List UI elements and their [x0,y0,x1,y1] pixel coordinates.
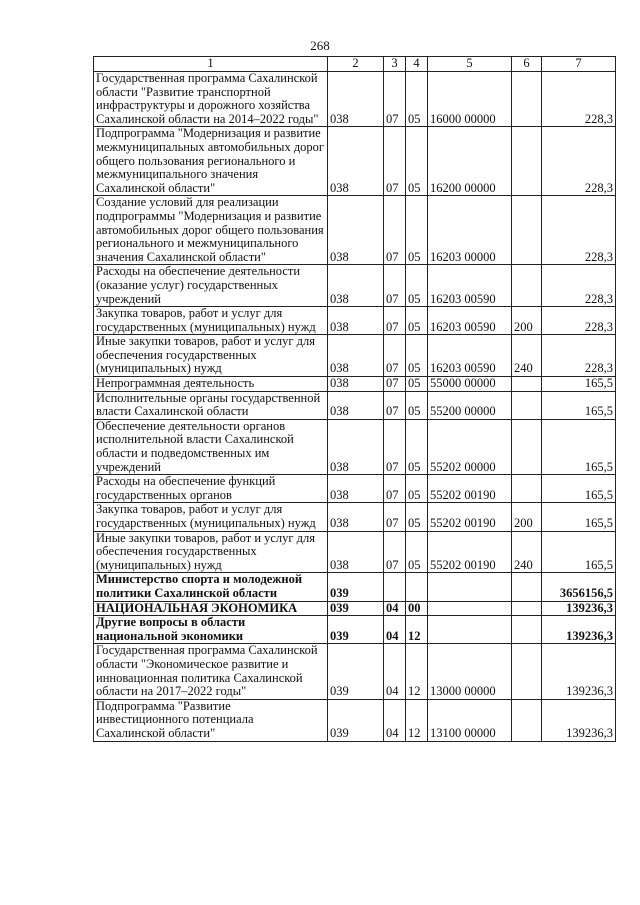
row-amount-cell: 228,3 [542,307,616,335]
row-amount-cell: 165,5 [542,503,616,531]
row-amount-cell: 228,3 [542,196,616,265]
row-code-cell: 039 [328,616,384,644]
row-code-cell: 038 [328,196,384,265]
row-code-cell: 038 [328,127,384,196]
row-target-article-cell: 55202 00190 [428,531,512,573]
row-section-cell: 04 [384,601,406,616]
row-code-cell: 038 [328,475,384,503]
row-section-cell: 07 [384,391,406,419]
table-row [94,616,616,644]
row-subsection-cell: 05 [406,475,428,503]
row-amount-cell: 165,5 [542,419,616,474]
row-section-cell [384,573,406,601]
row-subsection-cell: 05 [406,419,428,474]
row-name-cell: Закупка товаров, работ и услуг для государственных (муниципальных) нужд [94,307,328,335]
row-amount-cell: 165,5 [542,531,616,573]
row-amount-cell: 139236,3 [542,644,616,699]
row-name-cell: Закупка товаров, работ и услуг для государственных (муниципальных) нужд [94,503,328,531]
row-code-cell: 038 [328,377,384,392]
row-expense-type-cell [512,601,542,616]
header-row [94,57,616,72]
row-target-article-cell: 13000 00000 [428,644,512,699]
row-subsection-cell: 12 [406,699,428,741]
row-code-cell: 038 [328,503,384,531]
row-target-article-cell: 55200 00000 [428,391,512,419]
row-target-article-cell: 16203 00590 [428,335,512,377]
table-row [94,573,616,601]
row-expense-type-cell: 200 [512,307,542,335]
row-expense-type-cell [512,573,542,601]
row-code-cell: 038 [328,72,384,127]
row-expense-type-cell [512,377,542,392]
row-name-cell: Государственная программа Сахалинской области "Развитие транспортной инфраструктуры и дорожного хозяйства Сахалинской области на 2014–2022 годы" [94,72,328,127]
row-section-cell: 07 [384,265,406,307]
row-subsection-cell: 05 [406,72,428,127]
table-row [94,377,616,392]
row-section-cell: 07 [384,377,406,392]
row-subsection-cell: 05 [406,531,428,573]
row-section-cell: 07 [384,531,406,573]
table-row [94,335,616,377]
table-row [94,531,616,573]
row-subsection-cell: 05 [406,503,428,531]
row-target-article-cell: 55202 00190 [428,475,512,503]
row-amount-cell: 228,3 [542,335,616,377]
row-amount-cell: 3656156,5 [542,573,616,601]
row-name-cell: Расходы на обеспечение функций государственных органов [94,475,328,503]
row-target-article-cell: 16200 00000 [428,127,512,196]
column-header: 4 [406,57,428,72]
row-code-cell: 039 [328,644,384,699]
page-number: 268 [310,38,330,53]
row-expense-type-cell: 200 [512,503,542,531]
row-subsection-cell: 05 [406,307,428,335]
row-name-cell: НАЦИОНАЛЬНАЯ ЭКОНОМИКА [94,601,328,616]
row-section-cell: 04 [384,699,406,741]
row-section-cell: 07 [384,475,406,503]
row-amount-cell: 165,5 [542,377,616,392]
row-name-cell: Иные закупки товаров, работ и услуг для обеспечения государственных (муниципальных) нужд [94,531,328,573]
row-target-article-cell: 16203 00590 [428,307,512,335]
row-amount-cell: 139236,3 [542,601,616,616]
row-section-cell: 07 [384,72,406,127]
row-amount-cell: 228,3 [542,127,616,196]
column-header: 1 [94,57,328,72]
row-subsection-cell: 05 [406,265,428,307]
row-expense-type-cell [512,616,542,644]
row-expense-type-cell [512,475,542,503]
row-subsection-cell: 05 [406,127,428,196]
row-code-cell: 038 [328,391,384,419]
row-code-cell: 038 [328,265,384,307]
table-row [94,196,616,265]
row-target-article-cell: 16203 00590 [428,265,512,307]
row-code-cell: 038 [328,307,384,335]
row-name-cell: Министерство спорта и молодежной политики Сахалинской области [94,573,328,601]
row-expense-type-cell [512,391,542,419]
row-code-cell: 039 [328,699,384,741]
table-row [94,307,616,335]
row-target-article-cell: 55000 00000 [428,377,512,392]
row-subsection-cell [406,573,428,601]
row-name-cell: Другие вопросы в области национальной экономики [94,616,328,644]
row-target-article-cell: 55202 00190 [428,503,512,531]
row-amount-cell: 165,5 [542,391,616,419]
column-header: 7 [542,57,616,72]
row-section-cell: 04 [384,644,406,699]
row-name-cell: Подпрограмма "Развитие инвестиционного потенциала Сахалинской области" [94,699,328,741]
row-subsection-cell: 05 [406,377,428,392]
row-subsection-cell: 12 [406,616,428,644]
row-section-cell: 07 [384,335,406,377]
row-expense-type-cell [512,265,542,307]
row-code-cell: 038 [328,531,384,573]
table-row [94,72,616,127]
row-target-article-cell [428,573,512,601]
row-code-cell: 039 [328,573,384,601]
table-row [94,503,616,531]
column-header: 5 [428,57,512,72]
table-row [94,601,616,616]
row-name-cell: Создание условий для реализации подпрограммы "Модернизация и развитие автомобильных дорог общего пользования регионального и межмуниципального значения Сахалинской области" [94,196,328,265]
row-amount-cell: 139236,3 [542,699,616,741]
column-header: 3 [384,57,406,72]
row-name-cell: Подпрограмма "Модернизация и развитие межмуниципальных автомобильных дорог общего пользования регионального и межмуниципального значения Сахалинской области" [94,127,328,196]
row-subsection-cell: 05 [406,196,428,265]
table-row [94,644,616,699]
row-expense-type-cell [512,419,542,474]
row-code-cell: 039 [328,601,384,616]
row-expense-type-cell: 240 [512,335,542,377]
row-amount-cell: 228,3 [542,72,616,127]
column-header: 2 [328,57,384,72]
row-subsection-cell: 05 [406,391,428,419]
row-expense-type-cell: 240 [512,531,542,573]
row-name-cell: Исполнительные органы государственной власти Сахалинской области [94,391,328,419]
row-code-cell: 038 [328,419,384,474]
row-name-cell: Расходы на обеспечение деятельности (оказание услуг) государственных учреждений [94,265,328,307]
row-target-article-cell: 16203 00000 [428,196,512,265]
table-row [94,699,616,741]
table-row [94,419,616,474]
column-header: 6 [512,57,542,72]
row-subsection-cell: 00 [406,601,428,616]
row-code-cell: 038 [328,335,384,377]
row-section-cell: 07 [384,503,406,531]
row-amount-cell: 139236,3 [542,616,616,644]
row-expense-type-cell [512,644,542,699]
row-subsection-cell: 12 [406,644,428,699]
table-row [94,127,616,196]
row-subsection-cell: 05 [406,335,428,377]
row-section-cell: 04 [384,616,406,644]
row-expense-type-cell [512,699,542,741]
row-target-article-cell: 13100 00000 [428,699,512,741]
row-name-cell: Иные закупки товаров, работ и услуг для обеспечения государственных (муниципальных) нужд [94,335,328,377]
row-target-article-cell [428,601,512,616]
row-target-article-cell: 55202 00000 [428,419,512,474]
row-name-cell: Государственная программа Сахалинской области "Экономическое развитие и инновационная политика Сахалинской области на 2017–2022 годы" [94,644,328,699]
row-name-cell: Непрограммная деятельность [94,377,328,392]
row-section-cell: 07 [384,307,406,335]
table-row [94,391,616,419]
row-section-cell: 07 [384,196,406,265]
row-section-cell: 07 [384,419,406,474]
row-section-cell: 07 [384,127,406,196]
row-expense-type-cell [512,127,542,196]
row-target-article-cell: 16000 00000 [428,72,512,127]
row-amount-cell: 165,5 [542,475,616,503]
row-name-cell: Обеспечение деятельности органов исполнительной власти Сахалинской области и подведомственных им учреждений [94,419,328,474]
budget-table [93,56,616,742]
row-expense-type-cell [512,196,542,265]
row-amount-cell: 228,3 [542,265,616,307]
row-expense-type-cell [512,72,542,127]
table-row [94,475,616,503]
table-row [94,265,616,307]
row-target-article-cell [428,616,512,644]
